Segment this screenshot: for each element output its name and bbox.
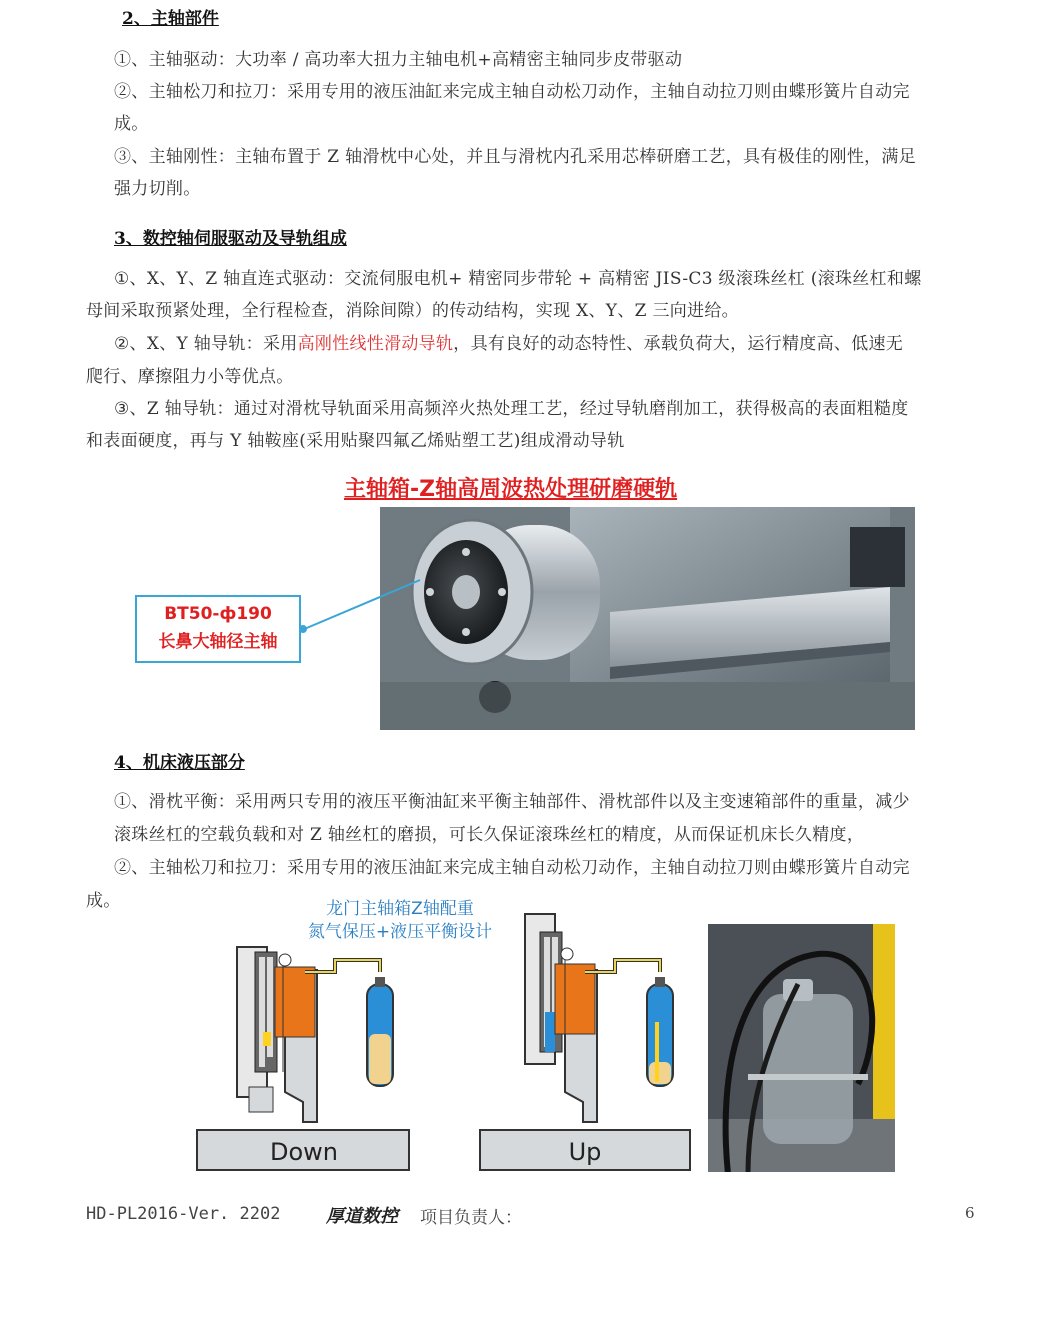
callout-spec: BT50-ф190 <box>164 604 272 624</box>
section-3-item-3-cont: 和表面硬度，再与 Y 轴鞍座(采用贴聚四氟乙烯贴塑工艺)组成滑动导轨 <box>86 431 625 451</box>
section-2-heading: 2、主轴部件 <box>122 9 219 29</box>
section-3-item-1: ①、X、Y、Z 轴直连式驱动：交流伺服电机+ 精密同步带轮 + 高精密 JIS-C3 级滚珠丝杠 (滚珠丝杠和螺 <box>114 269 922 289</box>
section-4-item-2-cont: 成。 <box>86 891 121 911</box>
label-down: Down <box>269 1138 338 1166</box>
spindle-callout <box>135 595 301 663</box>
label-up: Up <box>568 1138 602 1166</box>
page-number: 6 <box>965 1204 975 1222</box>
up-machine-schematic <box>480 914 690 1170</box>
callout-desc: 长鼻大轴径主轴 <box>158 632 278 652</box>
section-4-heading: 4、机床液压部分 <box>114 753 245 773</box>
section-3-item-3: ③、Z 轴导轨：通过对滑枕导轨面采用高频淬火热处理工艺，经过导轨磨削加工，获得极高的表面粗糙度 <box>114 399 909 419</box>
spindle-photo <box>380 507 915 730</box>
section-4-item-1: ①、滑枕平衡：采用两只专用的液压平衡油缸来平衡主轴部件、滑枕部件以及主变速箱部件的重量，减少 <box>114 792 910 812</box>
section-3-item-2-post: ，具有良好的动态特性、承载负荷大，运行精度高、低速无 <box>453 334 904 354</box>
section-4-item-2: ②、主轴松刀和拉刀：采用专用的液压油缸来完成主轴自动松刀动作，主轴自动拉刀则由蝶形簧片自动完 <box>114 858 910 878</box>
down-machine-schematic <box>197 947 409 1170</box>
section-3-item-2-cont: 爬行、摩擦阻力小等优点。 <box>86 367 294 387</box>
footer-owner-label: 项目负责人： <box>420 1208 522 1228</box>
figure-1-caption: 主轴箱-Z轴高周波热处理研磨硬轨 <box>344 477 678 502</box>
section-3-item-2-pre: ②、X、Y 轴导轨：采用 <box>114 334 298 354</box>
section-2-item-3-cont: 强力切削。 <box>114 179 201 199</box>
footer-doc-code: HD-PL2016-Ver. 2202 <box>86 1204 281 1224</box>
footer-brand: 厚道数控 <box>326 1206 398 1227</box>
spindle-photo-illustration <box>380 507 915 730</box>
callout-leader-line <box>300 540 430 640</box>
section-3-item-1-cont: 母间采取预紧处理，全行程检查，消除间隙）的传动结构，实现 X、Y、Z 三向进给。 <box>86 301 739 321</box>
nitrogen-tank-photo <box>708 924 895 1172</box>
balance-title-line-1: 龙门主轴箱Z轴配重 <box>326 899 474 919</box>
section-3-item-2 <box>114 328 903 360</box>
section-2-item-2-cont: 成。 <box>114 114 149 134</box>
balance-title-line-2: 氮气保压+液压平衡设计 <box>307 922 493 942</box>
section-2-item-2: ②、主轴松刀和拉刀：采用专用的液压油缸来完成主轴自动松刀动作，主轴自动拉刀则由蝶形簧片自动完 <box>114 82 910 102</box>
section-3-heading: 3、数控轴伺服驱动及导轨组成 <box>114 229 347 249</box>
section-2-item-3: ③、主轴刚性：主轴布置于 Z 轴滑枕中心处，并且与滑枕内孔采用芯棒研磨工艺，具有极佳的刚性，满足 <box>114 147 917 167</box>
nitrogen-tank-illustration <box>708 924 895 1172</box>
section-4-item-1-cont: 滚珠丝杠的空载负载和对 Z 轴丝杠的磨损，可长久保证滚珠丝杠的精度，从而保证机床长久精度， <box>114 825 865 845</box>
linear-guide-highlight: 高刚性线性滑动导轨 <box>297 334 454 354</box>
section-2-item-1: ①、主轴驱动：大功率 / 高功率大扭力主轴电机+高精密主轴同步皮带驱动 <box>114 50 683 70</box>
